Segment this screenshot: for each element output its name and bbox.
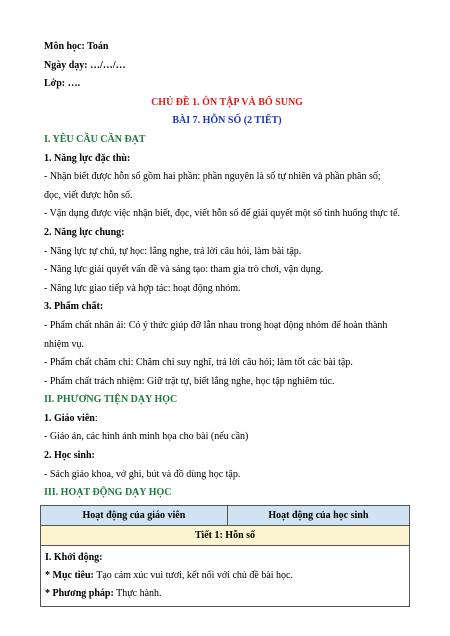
student-heading: 2. Học sinh: <box>44 450 95 462</box>
teacher-label: 1. Giáo viên <box>44 412 95 424</box>
qualities-line-2: - Phẩm chất chăm chỉ: Chăm chỉ suy nghĩ, trả lời câu hỏi; làm tốt các bài tập. <box>44 357 353 369</box>
student-activity-header: Hoạt động của học sinh <box>227 505 409 525</box>
teacher-activity-header: Hoạt động của giáo viên <box>41 505 228 525</box>
goal-line <box>45 567 405 585</box>
section-requirements-heading: I. YÊU CẦU CẦN ĐẠT <box>44 133 146 145</box>
teacher-heading <box>44 410 410 429</box>
table-header-row <box>41 505 410 525</box>
method-label: * Phương pháp: <box>45 587 114 599</box>
subject-line: Môn học: Toán <box>44 41 109 52</box>
lesson-title: BÀI 7. HỖN SỐ (2 TIẾT) <box>172 115 282 127</box>
goal-label: * Mục tiêu: <box>45 569 94 581</box>
qualities-heading: 3. Phẩm chất: <box>44 301 104 313</box>
general-competence-heading: 2. Năng lực chung: <box>44 226 125 238</box>
period-cell: Tiết 1: Hỗn số <box>41 525 410 545</box>
specific-competence-line-1: - Nhận biết được hỗn số gồm hai phần: phần nguyên là số tự nhiên và phần phân số; <box>44 171 381 183</box>
document-content <box>44 38 410 607</box>
teacher-colon: : <box>94 412 98 424</box>
general-competence-line-3: - Năng lực giao tiếp và hợp tác: hoạt động nhóm. <box>44 282 241 294</box>
qualities-line-1b: nhiệm vụ. <box>44 338 84 350</box>
table-row <box>41 545 410 606</box>
date-line: Ngày dạy: …/…/… <box>44 59 126 71</box>
qualities-line-1: - Phẩm chất nhân ái: Có ý thức giúp đỡ lẫn nhau trong hoạt động nhóm để hoàn thành <box>44 319 388 331</box>
specific-competence-heading: 1. Năng lực đặc thù: <box>44 152 131 164</box>
section-activities-heading: III. HOẠT ĐỘNG DẠY HỌC <box>44 487 172 499</box>
goal-text: Tạo cảm xúc vui tươi, kết nối với chủ đề bài học. <box>93 569 293 581</box>
teacher-line-1: - Giáo án, các hình ảnh minh họa cho bài (nếu cần) <box>44 431 249 443</box>
warmup-heading: I. Khởi động: <box>45 551 103 563</box>
section-materials-heading: II. PHƯƠNG TIỆN DẠY HỌC <box>44 394 178 406</box>
general-competence-line-1: - Năng lực tự chủ, tự học: lắng nghe, trả lời câu hỏi, làm bài tập. <box>44 245 302 257</box>
qualities-line-3: - Phẩm chất trách nhiệm: Giữ trật tự, biết lắng nghe, học tập nghiêm túc. <box>44 375 335 387</box>
specific-competence-line-1b: đọc, viết được hỗn số. <box>44 189 133 201</box>
activities-table <box>40 505 410 607</box>
method-line <box>45 585 405 603</box>
warmup-cell <box>41 545 410 606</box>
general-competence-line-2: - Năng lực giải quyết vấn đề và sáng tạo: tham gia trò chơi, vận dụng. <box>44 264 324 276</box>
class-line: Lớp: …. <box>44 78 81 90</box>
student-line-1: - Sách giáo khoa, vở ghi, bút và đồ dùng học tập. <box>44 468 241 480</box>
topic-title: CHỦ ĐỀ 1. ÔN TẬP VÀ BỔ SUNG <box>151 96 303 108</box>
period-row <box>41 525 410 545</box>
specific-competence-line-2: - Vận dụng được việc nhận biết, đọc, viết hỗn số để giải quyết một số tình huống thực tế. <box>44 208 400 220</box>
method-text: Thực hành. <box>113 587 162 599</box>
